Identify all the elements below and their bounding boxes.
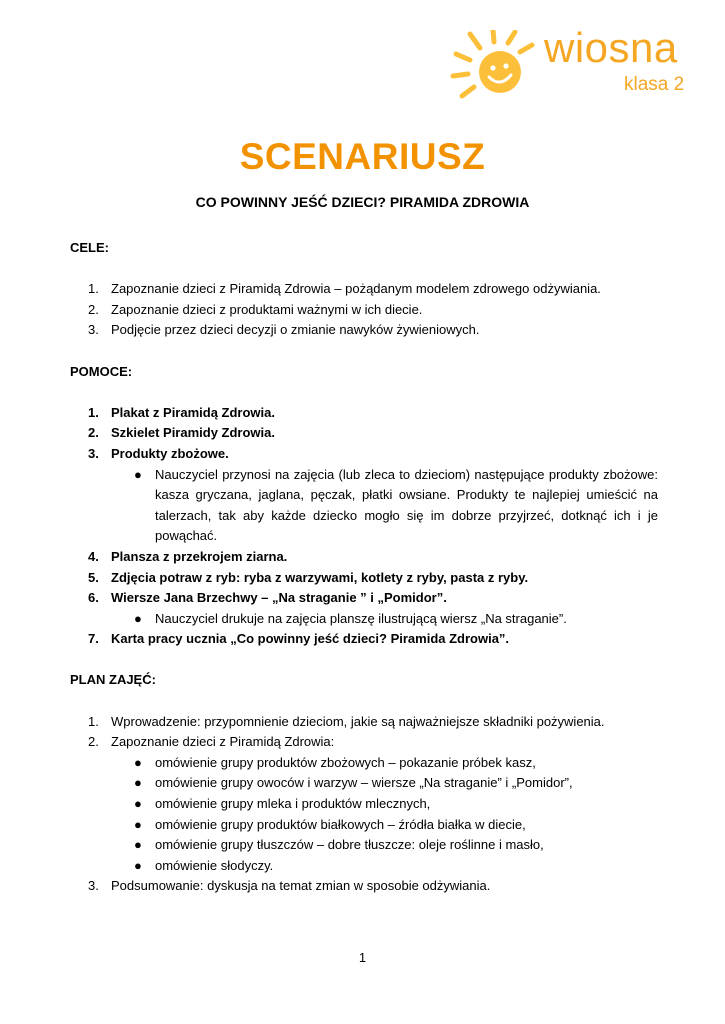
list-item: 1. Wprowadzenie: przypomnienie dzieciom, jakie są najważniejsze składniki pożywienia. <box>88 713 605 729</box>
sun-logo-icon <box>448 30 548 100</box>
list-item: 4. Plansza z przekrojem ziarna. <box>88 548 288 564</box>
logo-class-label: klasa 2 <box>624 74 685 95</box>
list-item: 3. Podsumowanie: dyskusja na temat zmian w sposobie odżywiania. <box>88 878 491 894</box>
plan-heading: PLAN ZAJĘĆ: <box>70 672 156 688</box>
bullet-icon: ● <box>134 837 142 853</box>
bullet-item: ● omówienie grupy mleka i produktów mlecznych, <box>70 794 658 815</box>
list-item: 2. Szkielet Piramidy Zdrowia. <box>88 425 275 441</box>
cele-heading: CELE: <box>70 240 109 255</box>
page-subtitle: CO POWINNY JEŚĆ DZIECI? PIRAMIDA ZDROWIA <box>195 194 530 210</box>
list-item: 1. Plakat z Piramidą Zdrowia. <box>88 404 275 420</box>
bullet-icon: ● <box>134 857 142 873</box>
wiosna-logo <box>448 24 698 100</box>
bullet-icon: ● <box>134 796 142 812</box>
bullet-icon: ● <box>134 610 142 626</box>
bullet-item: ● omówienie grupy owoców i warzyw – wiersze „Na straganie” i „Pomidor”, <box>70 773 658 794</box>
list-item: 3. Produkty zbożowe. <box>88 445 229 461</box>
bullet-item: ● Nauczyciel przynosi na zajęcia (lub zleca to dzieciom) następujące produkty zbożowe: kasza gryczana, jaglana, pęczak, płatki owsiane. Produkty te najlepiej umieścić na talerzach, tak aby każde dziecko mogło się im dobrze przyjrzeć, dotknąć ich i je powąchać. <box>134 466 658 544</box>
list-item: 2. Zapoznanie dzieci z Piramidą Zdrowia: <box>88 734 335 750</box>
pomoce-heading: POMOCE: <box>70 363 133 379</box>
bullet-icon: ● <box>134 775 142 791</box>
list-item: 1. Zapoznanie dzieci z Piramidą Zdrowia – pożądanym modelem zdrowego odżywiania. <box>88 281 601 297</box>
bullet-icon: ● <box>134 816 142 832</box>
bullet-item: ● omówienie słodyczy. <box>70 856 658 877</box>
bullet-item: ● omówienie grupy tłuszczów – dobre tłuszcze: oleje roślinne i masło, <box>70 835 658 856</box>
document-body <box>70 238 658 897</box>
bullet-icon: ● <box>134 466 142 482</box>
logo-wordmark: wiosna <box>544 24 678 71</box>
list-item: 2. Zapoznanie dzieci z produktami ważnymi w ich diecie. <box>88 301 423 317</box>
list-item: 6. Wiersze Jana Brzechwy – „Na straganie ” i „Pomidor”. <box>88 590 447 606</box>
list-item: 5. Zdjęcia potraw z ryb: ryba z warzywami, kotlety z ryby, pasta z ryby. <box>88 569 529 585</box>
list-item: 7. Karta pracy ucznia „Co powinny jeść dzieci? Piramida Zdrowia”. <box>88 631 510 647</box>
bullet-item: ● omówienie grupy produktów zbożowych – pokazanie próbek kasz, <box>70 753 658 774</box>
page-title: SCENARIUSZ <box>239 136 486 177</box>
bullet-item: ● omówienie grupy produktów białkowych – źródła białka w diecie, <box>70 815 658 836</box>
bullet-icon: ● <box>134 754 142 770</box>
list-item: 3. Podjęcie przez dzieci decyzji o zmianie nawyków żywieniowych. <box>88 322 480 338</box>
page-number: 1 <box>358 950 367 965</box>
bullet-item: ● Nauczyciel drukuje na zajęcia planszę ilustrującą wiersz „Na straganie”. <box>70 609 658 630</box>
